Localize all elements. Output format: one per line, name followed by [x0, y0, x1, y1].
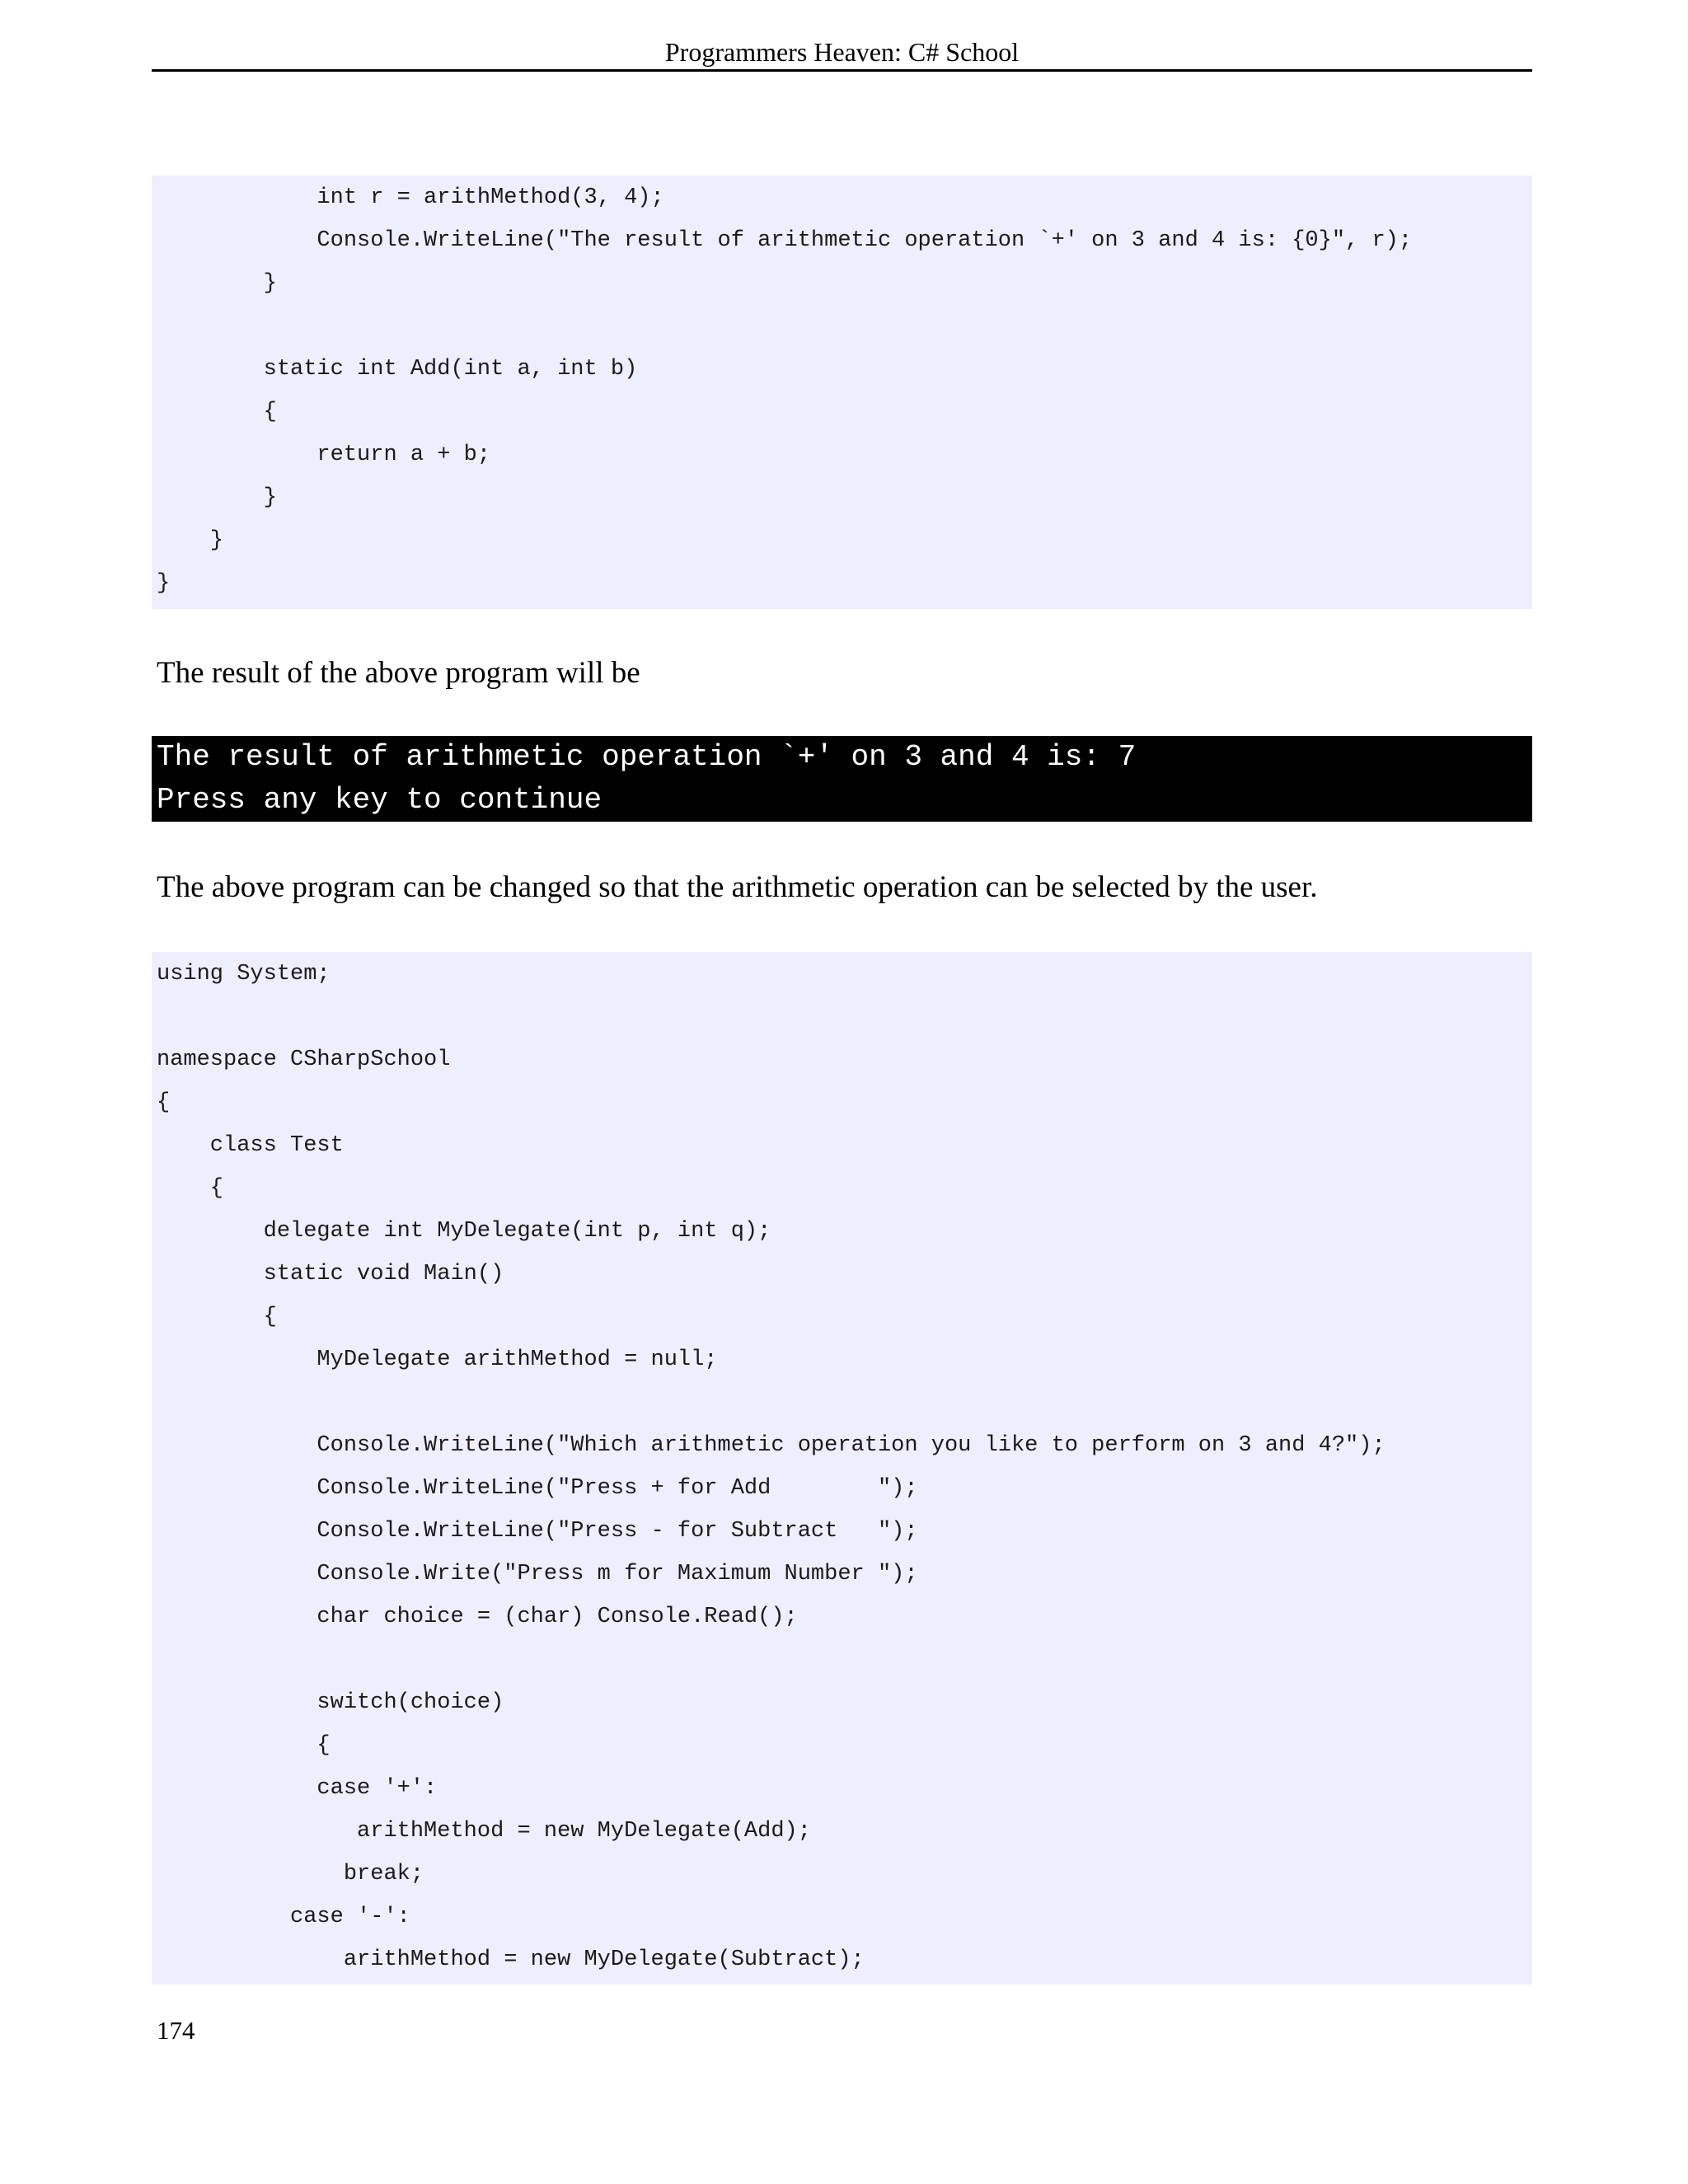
- page-number: 174: [157, 2016, 195, 2045]
- code-line: char choice = (char) Console.Read();: [157, 1605, 798, 1629]
- running-header: Programmers Heaven: C# School: [664, 37, 1020, 67]
- console-output: [152, 736, 1532, 822]
- code-line: class Test: [157, 1133, 344, 1158]
- code-line: {: [157, 1090, 171, 1115]
- code-line: {: [157, 400, 277, 424]
- code-line: return a + b;: [157, 443, 491, 467]
- code-line: MyDelegate arithMethod = null;: [157, 1347, 718, 1372]
- code-line: arithMethod = new MyDelegate(Add);: [157, 1819, 811, 1844]
- code-line: }: [157, 528, 224, 553]
- code-line: {: [157, 1176, 224, 1201]
- code-line: delegate int MyDelegate(int p, int q);: [157, 1219, 771, 1244]
- header-rule: [152, 69, 1532, 72]
- code-line: namespace CSharpSchool: [157, 1047, 451, 1072]
- console-line: The result of arithmetic operation `+' on 3 and 4 is: 7: [157, 740, 1137, 774]
- code-line: }: [157, 485, 277, 510]
- code-line: Console.WriteLine("Which arithmetic operation you like to perform on 3 and 4?");: [157, 1433, 1386, 1458]
- code-line: case '+':: [157, 1776, 438, 1801]
- code-line: }: [157, 571, 171, 596]
- code-block-1: [152, 176, 1532, 609]
- code-line: Console.WriteLine("The result of arithmetic operation `+' on 3 and 4 is: {0}", r);: [157, 228, 1413, 253]
- code-line: case '-':: [157, 1905, 410, 1929]
- result-intro-paragraph: The result of the above program will be: [157, 656, 640, 690]
- code-line: break;: [157, 1862, 424, 1886]
- code-line: arithMethod = new MyDelegate(Subtract);: [157, 1947, 865, 1972]
- code-line: static int Add(int a, int b): [157, 357, 638, 382]
- console-line: Press any key to continue: [157, 783, 603, 817]
- code-line: int r = arithMethod(3, 4);: [157, 185, 664, 210]
- code-line: {: [157, 1305, 277, 1329]
- code-line: switch(choice): [157, 1690, 504, 1715]
- code-line: }: [157, 271, 277, 296]
- code-line: {: [157, 1733, 331, 1758]
- code-line: Console.WriteLine("Press - for Subtract ");: [157, 1519, 918, 1544]
- code-line: Console.Write("Press m for Maximum Number ");: [157, 1562, 918, 1586]
- code-block-2: [152, 952, 1532, 1985]
- code-line: using System;: [157, 962, 331, 987]
- code-line: static void Main(): [157, 1262, 504, 1286]
- change-intro-paragraph: The above program can be changed so that the arithmetic operation can be selected by the user.: [157, 870, 1318, 904]
- code-line: Console.WriteLine("Press + for Add ");: [157, 1476, 918, 1501]
